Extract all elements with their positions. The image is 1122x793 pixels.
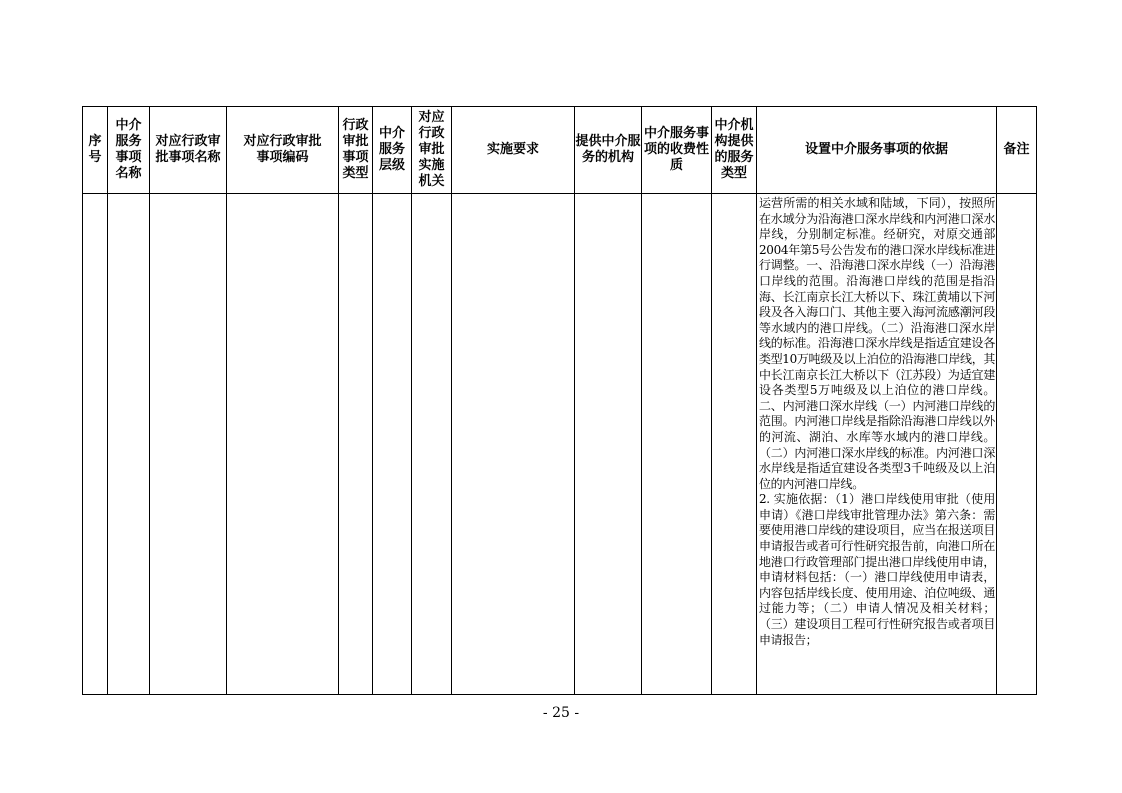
cell-service-item-name [108,194,150,695]
cell-approval-authority [412,194,452,695]
cell-fee-nature [642,194,712,695]
cell-serial-number [83,194,108,695]
header-fee-nature: 中介服务事 项的收费性 质 [642,107,712,194]
header-approval-item-name: 对应行政审 批事项名称 [150,107,227,194]
cell-remarks [997,194,1037,695]
page-number: - 25 - [542,705,580,721]
cell-implementation-requirements [452,194,575,695]
cell-service-providers [575,194,642,695]
header-approval-authority: 对应 行政 审批 实施 机关 [412,107,452,194]
header-approval-item-code: 对应行政审批 事项编码 [227,107,339,194]
header-remarks: 备注 [997,107,1037,194]
header-serial-number: 序 号 [83,107,108,194]
header-approval-item-type: 行政 审批 事项 类型 [339,107,373,194]
header-service-level: 中介 服务 层级 [373,107,412,194]
header-service-item-name: 中介 服务 事项 名称 [108,107,150,194]
header-basis: 设置中介服务事项的依据 [757,107,997,194]
cell-service-level [373,194,412,695]
cell-basis [757,194,997,695]
cell-approval-item-type [339,194,373,695]
cell-service-type [712,194,757,695]
table-header-row [83,107,1037,194]
basis-paragraph: 运营所需的相关水域和陆域，下同），按照所在水域分为沿海港口深水岸线和内河港口深水岸线，分别制定标准。经研究，对原交通部2004年第5号公告发布的港口深水岸线标准进行调整。一、沿海港口深水岸线（一）沿海港口岸线的范围。沿海港口岸线的范围是指沿海、长江南京长江大桥以下、珠江黄埔以下河段及各入海口门、其他主要入海河流感潮河段等水域内的港口岸线。（二）沿海港口深水岸线的标准。沿海港口深水岸线是指适宜建设各类型10万吨级及以上泊位的沿海港口岸线，其中长江南京长江大桥以下（江苏段）为适宜建设各类型5万吨级及以上泊位的港口岸线。二、内河港口深水岸线（一）内河港口岸线的范围。内河港口岸线是指除沿海港口岸线以外的河流、湖泊、水库等水域内的港口岸线。（二）内河港口深水岸线的标准。内河港口深水岸线是指适宜建设各类型3千吨级及以上泊位的内河港口岸线。 [759,196,995,491]
basis-paragraph: 2. 实施依据：（1）港口岸线使用审批（使用申请）《港口岸线审批管理办法》第六条：需要使用港口岸线的建设项目，应当在报送项目申请报告或者可行性研究报告前，向港口所在地港口行政管理部门提出港口岸线使用申请，申请材料包括：（一）港口岸线使用申请表，内容包括岸线长度、使用用途、泊位吨级、通过能力等；（二）申请人情况及相关材料；（三）建设项目工程可行性研究报告或者项目申请报告； [759,492,995,647]
intermediary-service-table [82,106,1037,695]
header-service-type: 中介机 构提供 的服务 类型 [712,107,757,194]
table-row [83,194,1037,695]
header-implementation-requirements: 实施要求 [452,107,575,194]
cell-approval-item-code [227,194,339,695]
header-service-providers: 提供中介服 务的机构 [575,107,642,194]
cell-approval-item-name [150,194,227,695]
